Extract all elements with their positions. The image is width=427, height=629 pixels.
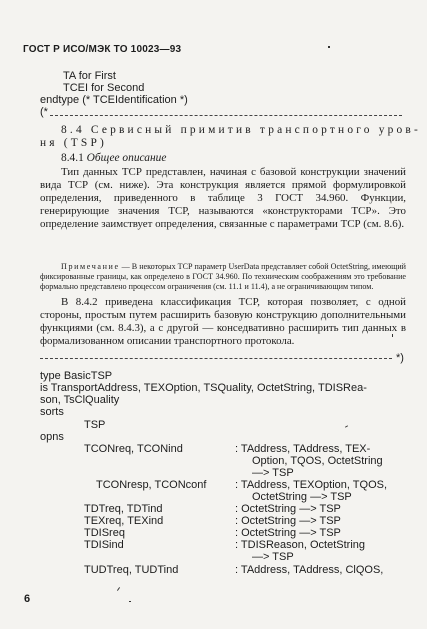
- op-signature: : OctetString —> TSP: [235, 515, 341, 527]
- scan-speck: [129, 601, 131, 602]
- op-name: TEXreq, TEXind: [84, 515, 164, 527]
- section-heading-line1: 8.4 Сервисный примитив транспортного уров-: [61, 124, 421, 136]
- spec-is-line2: son, TsClQuality: [40, 394, 120, 406]
- note-text: — В некоторых ТСР параметр UserData представляет собой OctetString, имеющий фиксированные границы, как определено в ГОСТ 34.960. По техническим соображениям это требование формально представлено процессом ограничения (см. 11.1 и 11.4), а не ограничивающим типом.: [40, 262, 407, 292]
- op-signature-cont: Option, TQOS, OctetString: [252, 455, 383, 467]
- code-line-ta: TA for First: [63, 70, 116, 82]
- paragraph-tsp-intro: Тип данных ТСР представлен, начиная с базовой конструкции значений вида ТСР (см. ниже). Эта конструкция является прямой формулировкой определения, приведенного в таблице 3 ГОСТ 34.960. Функции, генерирующие значения ТСР, называются «конструкторами ТСР». Это определение заимствует определения, связанные с параметрами ТСР (см. 8.6).: [40, 166, 406, 231]
- subsection-number: 8.4.1: [61, 152, 84, 164]
- comment-rule-bottom: [40, 358, 392, 359]
- op-signature: : OctetString —> TSP: [235, 503, 341, 515]
- scan-speck: [392, 334, 393, 337]
- spec-sorts-keyword: sorts: [40, 406, 64, 418]
- op-signature: : TAddress, TAddress, TEX-: [235, 443, 371, 455]
- page-header: ГОСТ Р ИСО/МЭК ТО 10023—93: [23, 44, 182, 55]
- op-name: TDTreq, TDTind: [84, 503, 163, 515]
- paragraph-classification: В 8.4.2 приведена классификация ТСР, которая позволяет, с одной стороны, простым путем расширить базовую конструкцию дополнительными функциями (см. 8.4.3), а с другой — конседвативно расширить тип данных в формализованном описании транспортного протокола.: [40, 296, 406, 348]
- spec-opns-keyword: opns: [40, 431, 64, 443]
- spec-sort-name: TSP: [84, 419, 106, 431]
- note-label: Примечание: [61, 262, 120, 271]
- note-block: [40, 262, 406, 292]
- op-name: TUDTreq, TUDTind: [84, 564, 179, 576]
- scan-speck: [328, 46, 330, 48]
- comment-rule-top: [50, 115, 402, 116]
- op-signature: : TAddress, TAddress, ClQOS,: [235, 564, 384, 576]
- op-name: TCONreq, TCONind: [84, 443, 183, 455]
- op-name: TDISind: [84, 539, 124, 551]
- code-comment-open: (*: [40, 106, 48, 118]
- op-name: TDISreq: [84, 527, 125, 539]
- spec-type-line: type BasicTSP: [40, 370, 113, 382]
- scan-speck: [345, 425, 348, 427]
- page-number: 6: [24, 593, 31, 605]
- code-line-tcei: TCEI for Second: [63, 82, 145, 94]
- spec-is-line1: is TransportAddress, TEXOption, TSQuality, OctetString, TDISRea-: [40, 382, 367, 394]
- op-signature: : TAddress, TEXOption, TQOS,: [235, 479, 388, 491]
- op-signature-cont: —> TSP: [252, 467, 294, 479]
- op-signature-cont: OctetString —> TSP: [252, 491, 352, 503]
- op-name: TCONresp, TCONconf: [96, 479, 207, 491]
- scan-speck: [117, 587, 120, 591]
- op-signature-cont: —> TSP: [252, 551, 294, 563]
- op-signature: : OctetString —> TSP: [235, 527, 341, 539]
- subsection-title: [61, 153, 166, 165]
- code-comment-close: *): [396, 352, 404, 364]
- code-line-endtype: endtype (* TCEIdentification *): [40, 94, 188, 106]
- section-heading-line2: ня (TSP): [40, 137, 107, 149]
- op-signature: : TDISReason, OctetString: [235, 539, 366, 551]
- subsection-name: Общее описание: [86, 152, 167, 164]
